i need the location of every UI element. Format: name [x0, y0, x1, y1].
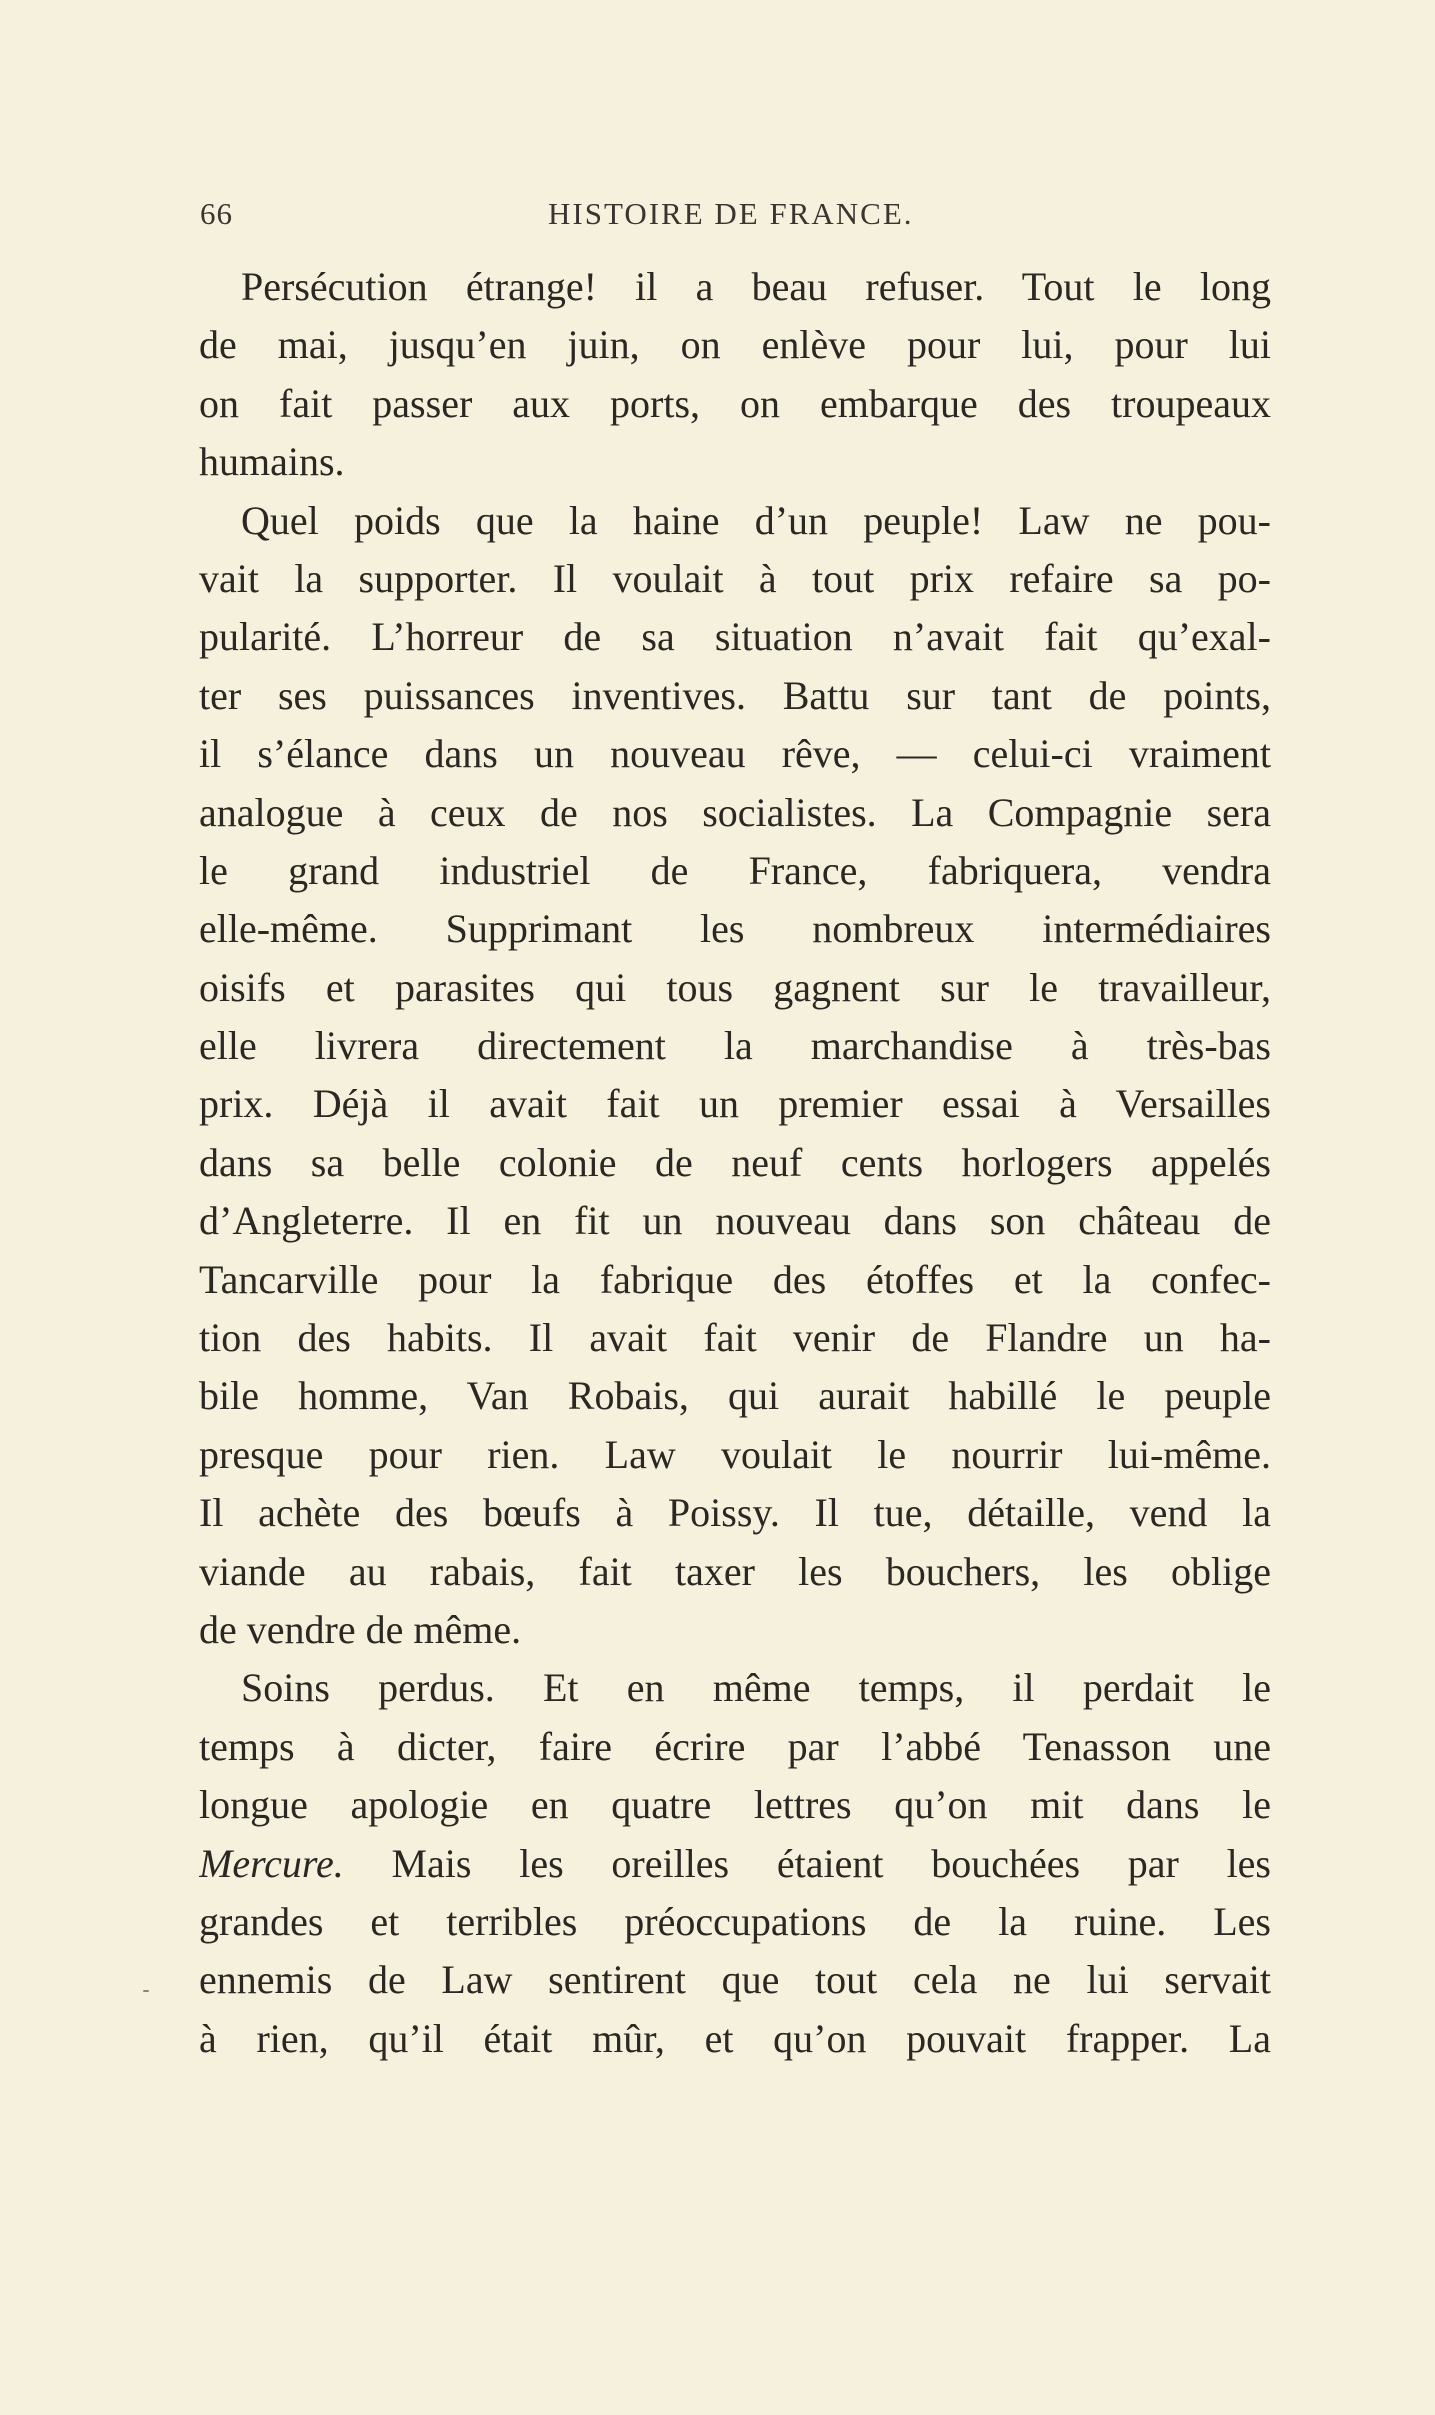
- text-line: tion des habits. Il avait fait venir de Flandre un ha-: [199, 1315, 1271, 1361]
- text-line: ennemis de Law sentirent que tout cela ne lui servait: [199, 1957, 1271, 2003]
- text-line: Quel poids que la haine d’un peuple! Law ne pou-: [241, 497, 1271, 543]
- paper-speck: [143, 1990, 149, 1992]
- text-line: humains.: [199, 439, 345, 485]
- text-line: longue apologie en quatre lettres qu’on mit dans le: [199, 1782, 1271, 1828]
- text-line: Tancarville pour la fabrique des étoffes et la confec-: [199, 1256, 1271, 1302]
- text-fragment: Mais les oreilles étaient bouchées par les: [343, 1840, 1271, 1886]
- text-line: Persécution étrange! il a beau refuser. Tout le long: [241, 264, 1271, 309]
- text-line: ter ses puissances inventives. Battu sur tant de points,: [199, 672, 1271, 718]
- italic-title: Mercure.: [199, 1840, 344, 1886]
- running-title: HISTOIRE DE FRANCE.: [548, 196, 914, 231]
- text-line: de vendre de même.: [199, 1606, 522, 1652]
- text-line: Il achète des bœufs à Poissy. Il tue, détaille, vend la: [199, 1490, 1271, 1536]
- text-line: d’Angleterre. Il en fit un nouveau dans son château de: [199, 1198, 1271, 1244]
- text-line: dans sa belle colonie de neuf cents horlogers appelés: [199, 1139, 1271, 1185]
- text-line-italic: [199, 1835, 1271, 1893]
- text-line: on fait passer aux ports, on embarque des troupeaux: [199, 380, 1271, 426]
- page-number: 66: [200, 196, 233, 231]
- text-line: vait la supporter. Il voulait à tout prix refaire sa po-: [199, 555, 1271, 601]
- text-line: il s’élance dans un nouveau rêve, — celui-ci vraiment: [199, 731, 1271, 777]
- text-line: oisifs et parasites qui tous gagnent sur le travailleur,: [199, 964, 1271, 1010]
- text-line: à rien, qu’il était mûr, et qu’on pouvait frapper. La: [199, 2015, 1271, 2061]
- body-text: [199, 258, 1271, 2068]
- page-header: [200, 196, 1270, 246]
- text-line: de mai, jusqu’en juin, on enlève pour lui, pour lui: [199, 322, 1271, 368]
- text-line: analogue à ceux de nos socialistes. La Compagnie sera: [199, 789, 1271, 835]
- text-line: temps à dicter, faire écrire par l’abbé Tenasson une: [199, 1723, 1271, 1769]
- text-line: le grand industriel de France, fabriquera, vendra: [199, 847, 1271, 893]
- text-line: Soins perdus. Et en même temps, il perdait le: [241, 1665, 1271, 1711]
- text-line: viande au rabais, fait taxer les bouchers, les oblige: [199, 1548, 1271, 1594]
- text-line: elle livrera directement la marchandise à très-bas: [199, 1023, 1271, 1069]
- text-line: presque pour rien. Law voulait le nourrir lui-même.: [199, 1431, 1271, 1477]
- text-line: prix. Déjà il avait fait un premier essai à Versailles: [199, 1081, 1271, 1127]
- text-line: grandes et terribles préoccupations de la ruine. Les: [199, 1898, 1271, 1944]
- text-line: pularité. L’horreur de sa situation n’avait fait qu’exal-: [199, 614, 1271, 660]
- text-line: bile homme, Van Robais, qui aurait habillé le peuple: [199, 1373, 1271, 1419]
- text-line: elle-même. Supprimant les nombreux intermédiaires: [199, 906, 1271, 952]
